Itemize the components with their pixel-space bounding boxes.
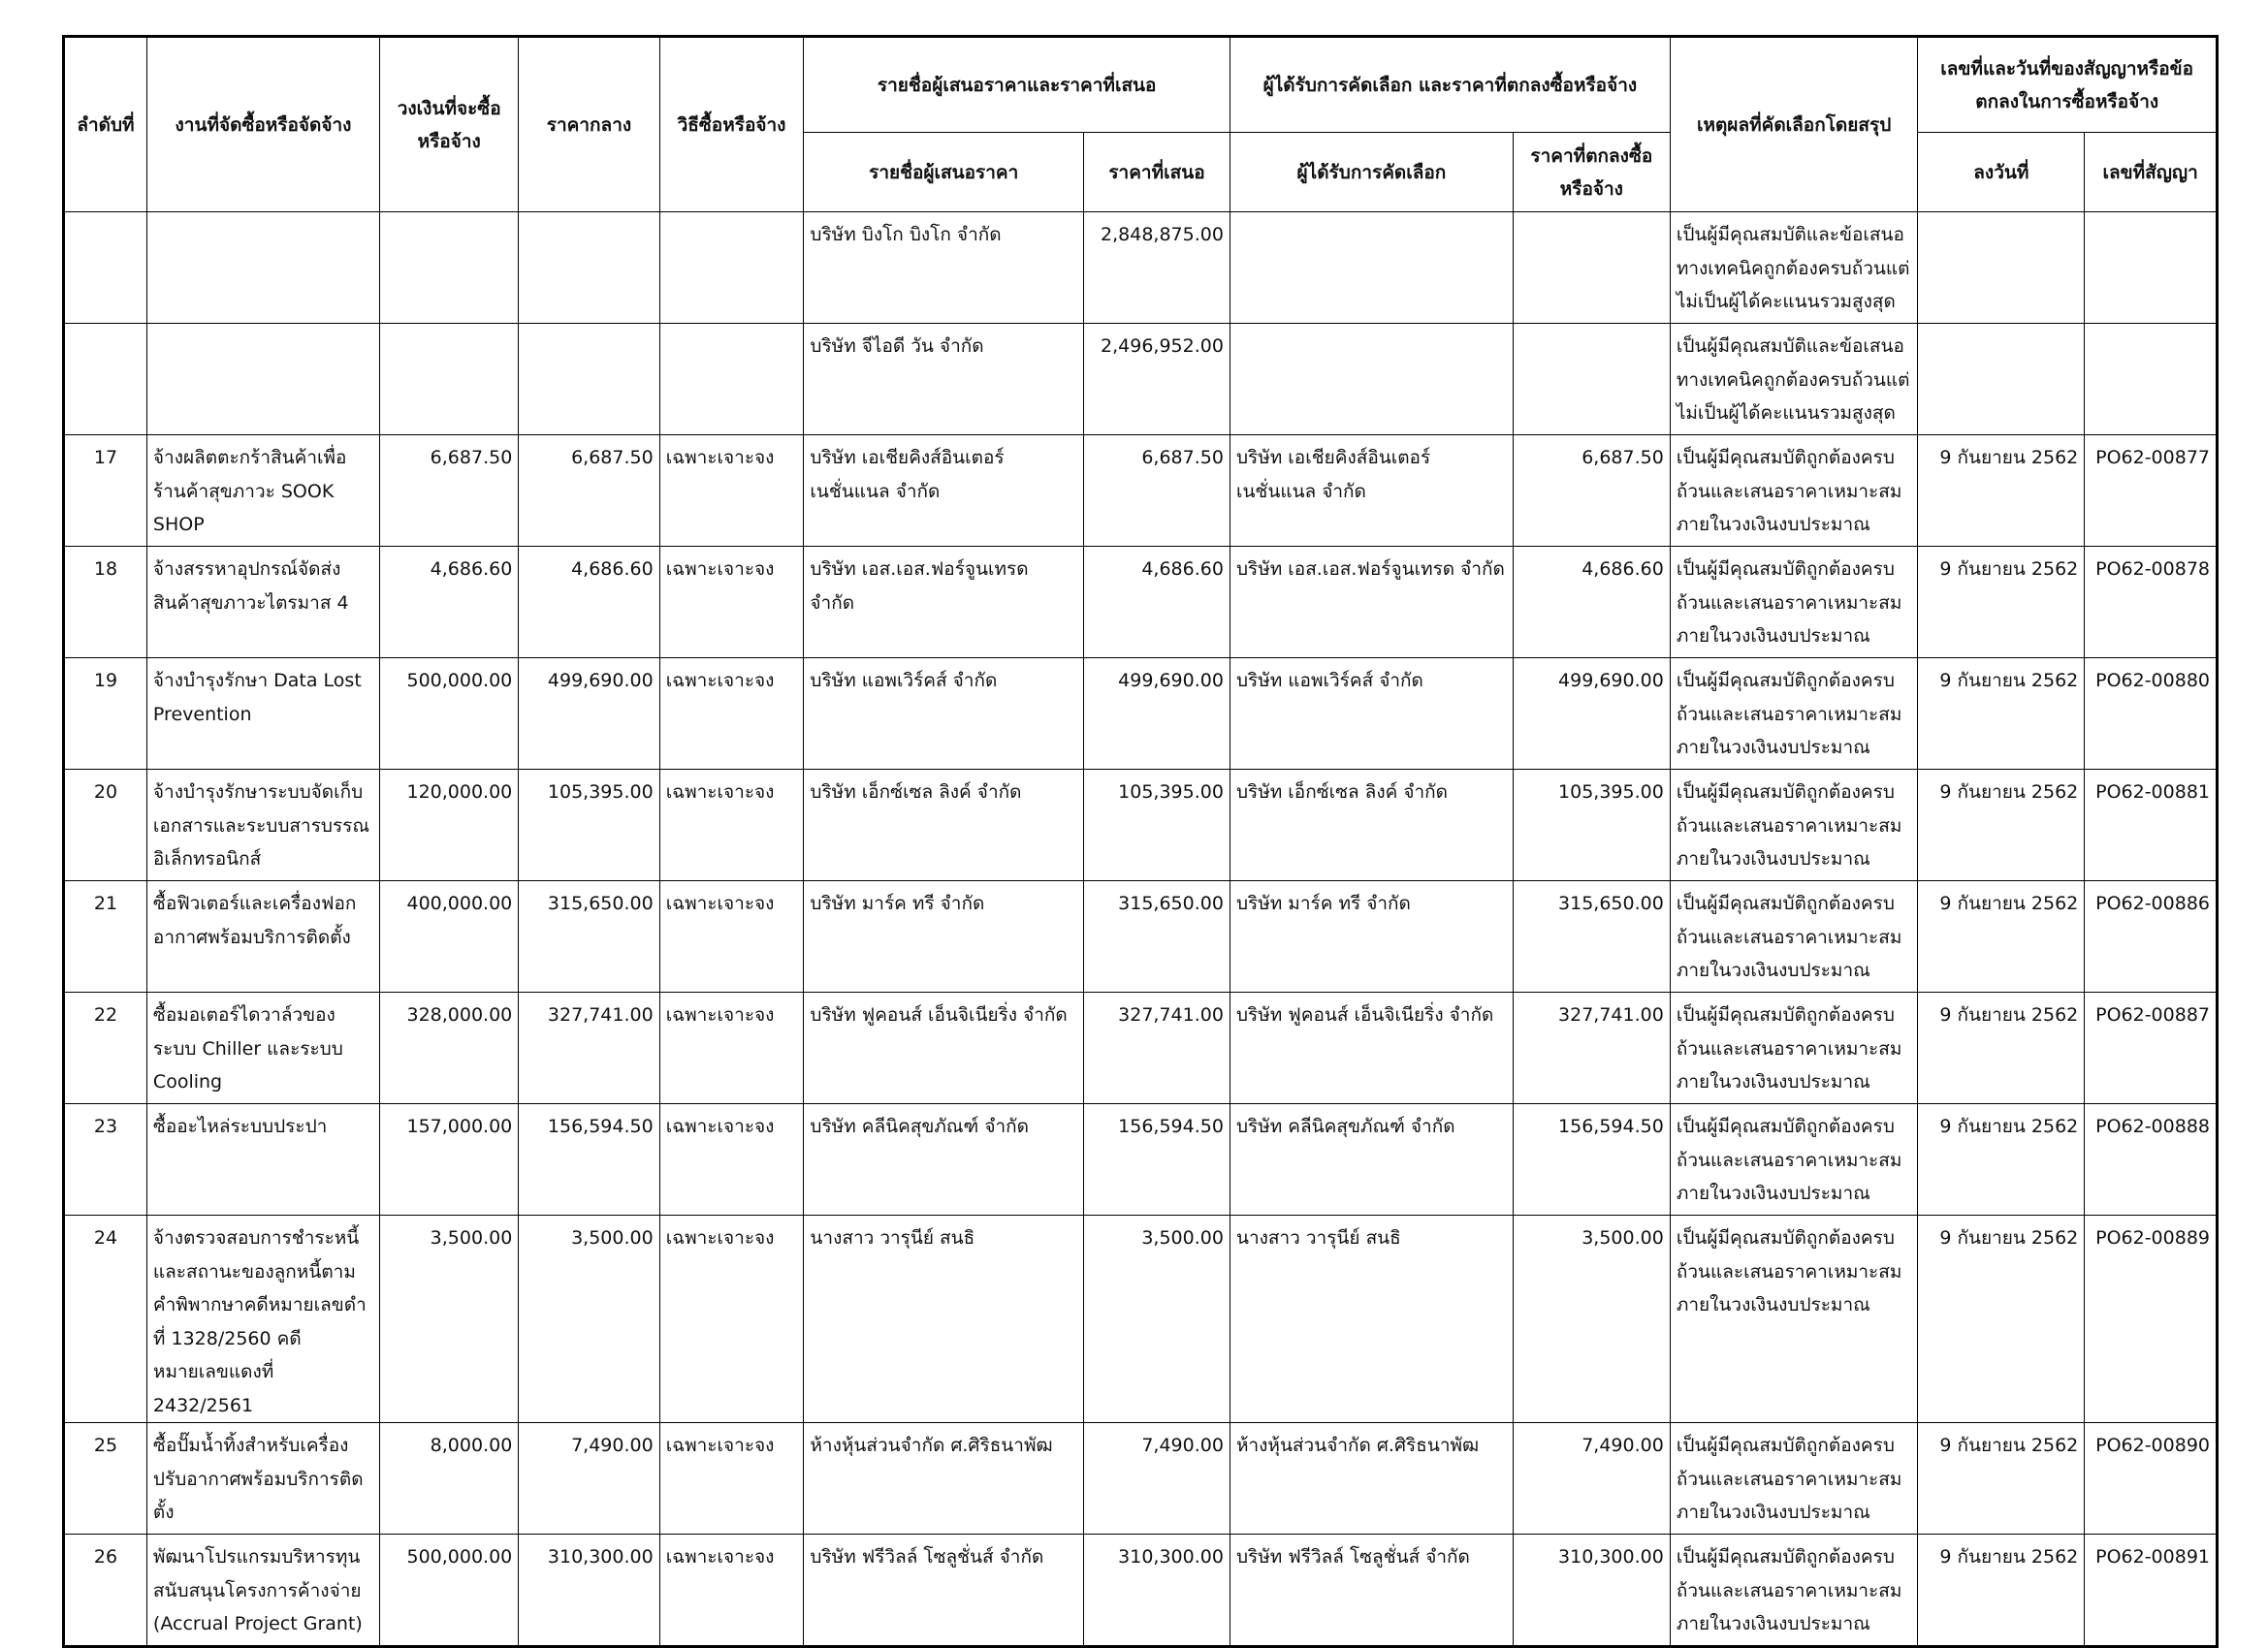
cell-work: จ้างสรรหาอุปกรณ์จัดส่งสินค้าสุขภาวะไตรมาส 4 (146, 547, 379, 658)
cell-bid: 3,500.00 (1084, 1216, 1230, 1423)
cell-budget: 500,000.00 (380, 1535, 519, 1647)
cell-no: 19 (64, 658, 147, 770)
cell-date: 9 กันยายน 2562 (1918, 993, 2085, 1104)
cell-bidder: ห้างหุ้นส่วนจำกัด ศ.ศิริธนาพัฒ (804, 1423, 1084, 1535)
cell-selected: บริษัท เอเชียคิงส์อินเตอร์เนชั่นแนล จำกัด (1230, 435, 1513, 547)
cell-date: 9 กันยายน 2562 (1918, 1216, 2085, 1423)
cell-bidder: บริษัท แอพเวิร์คส์ จำกัด (804, 658, 1084, 770)
cell-contract: PO62-00881 (2085, 770, 2218, 881)
cell-no: 17 (64, 435, 147, 547)
cell-bid: 6,687.50 (1084, 435, 1230, 547)
cell-work: จ้างผลิตตะกร้าสินค้าเพื่อร้านค้าสุขภาวะ SOOK SHOP (146, 435, 379, 547)
cell-bidder: บริษัท คลีนิคสุขภัณฑ์ จำกัด (804, 1104, 1084, 1216)
cell-bidder: บริษัท มาร์ค ทรี จำกัด (804, 881, 1084, 993)
table-row (64, 881, 2218, 993)
cell-agreed: 7,490.00 (1513, 1423, 1670, 1535)
cell-bid: 7,490.00 (1084, 1423, 1230, 1535)
cell-selected: บริษัท ฟรีวิลล์ โซลูชั่นส์ จำกัด (1230, 1535, 1513, 1647)
cell-no (64, 212, 147, 324)
cell-median: 3,500.00 (519, 1216, 659, 1423)
cell-method: เฉพาะเจาะจง (659, 1216, 804, 1423)
table-row (64, 770, 2218, 881)
cell-reason: เป็นผู้มีคุณสมบัติถูกต้องครบถ้วนและเสนอราคาเหมาะสมภายในวงเงินงบประมาณ (1670, 1423, 1918, 1535)
cell-contract: PO62-00887 (2085, 993, 2218, 1104)
table-row (64, 658, 2218, 770)
cell-bid: 327,741.00 (1084, 993, 1230, 1104)
cell-selected: บริษัท เอส.เอส.ฟอร์จูนเทรด จำกัด (1230, 547, 1513, 658)
cell-agreed: 327,741.00 (1513, 993, 1670, 1104)
table-row (64, 324, 2218, 435)
cell-budget: 400,000.00 (380, 881, 519, 993)
cell-no: 26 (64, 1535, 147, 1647)
cell-reason: เป็นผู้มีคุณสมบัติถูกต้องครบถ้วนและเสนอราคาเหมาะสมภายในวงเงินงบประมาณ (1670, 881, 1918, 993)
cell-agreed: 156,594.50 (1513, 1104, 1670, 1216)
cell-method: เฉพาะเจาะจง (659, 435, 804, 547)
cell-agreed: 105,395.00 (1513, 770, 1670, 881)
cell-reason: เป็นผู้มีคุณสมบัติถูกต้องครบถ้วนและเสนอราคาเหมาะสมภายในวงเงินงบประมาณ (1670, 770, 1918, 881)
cell-method (659, 212, 804, 324)
cell-bid: 156,594.50 (1084, 1104, 1230, 1216)
cell-date: 9 กันยายน 2562 (1918, 658, 2085, 770)
cell-selected: บริษัท แอพเวิร์คส์ จำกัด (1230, 658, 1513, 770)
cell-bidder: บริษัท เอ็กซ์เซล ลิงค์ จำกัด (804, 770, 1084, 881)
cell-contract: PO62-00890 (2085, 1423, 2218, 1535)
cell-method: เฉพาะเจาะจง (659, 658, 804, 770)
cell-selected: บริษัท คลีนิคสุขภัณฑ์ จำกัด (1230, 1104, 1513, 1216)
cell-date: 9 กันยายน 2562 (1918, 1423, 2085, 1535)
cell-contract (2085, 212, 2218, 324)
cell-bid: 310,300.00 (1084, 1535, 1230, 1647)
cell-reason: เป็นผู้มีคุณสมบัติถูกต้องครบถ้วนและเสนอราคาเหมาะสมภายในวงเงินงบประมาณ (1670, 658, 1918, 770)
cell-budget: 328,000.00 (380, 993, 519, 1104)
header-contract-no: เลขที่สัญญา (2085, 133, 2218, 212)
cell-median: 4,686.60 (519, 547, 659, 658)
cell-agreed (1513, 212, 1670, 324)
cell-bidder: บริษัท ฟรีวิลล์ โซลูชั่นส์ จำกัด (804, 1535, 1084, 1647)
table-row (64, 435, 2218, 547)
cell-date: 9 กันยายน 2562 (1918, 1104, 2085, 1216)
cell-bid: 105,395.00 (1084, 770, 1230, 881)
cell-median: 6,687.50 (519, 435, 659, 547)
cell-contract: PO62-00878 (2085, 547, 2218, 658)
cell-date: 9 กันยายน 2562 (1918, 881, 2085, 993)
cell-contract: PO62-00891 (2085, 1535, 2218, 1647)
cell-method (659, 324, 804, 435)
cell-median: 310,300.00 (519, 1535, 659, 1647)
cell-work: ซื้อมอเตอร์ไดวาล์วของระบบ Chiller และระบบ Cooling (146, 993, 379, 1104)
cell-date: 9 กันยายน 2562 (1918, 770, 2085, 881)
cell-work: จ้างบำรุงรักษาระบบจัดเก็บเอกสารและระบบสารบรรณอิเล็กทรอนิกส์ (146, 770, 379, 881)
cell-date (1918, 324, 2085, 435)
cell-contract: PO62-00877 (2085, 435, 2218, 547)
cell-method: เฉพาะเจาะจง (659, 770, 804, 881)
header-budget: วงเงินที่จะซื้อหรือจ้าง (380, 37, 519, 212)
cell-no: 20 (64, 770, 147, 881)
table-row (64, 1423, 2218, 1535)
cell-bid: 4,686.60 (1084, 547, 1230, 658)
cell-work: ซื้ออะไหล่ระบบประปา (146, 1104, 379, 1216)
cell-contract: PO62-00889 (2085, 1216, 2218, 1423)
header-agreed-price: ราคาที่ตกลงซื้อหรือจ้าง (1513, 133, 1670, 212)
cell-no: 23 (64, 1104, 147, 1216)
cell-no: 24 (64, 1216, 147, 1423)
cell-selected: ห้างหุ้นส่วนจำกัด ศ.ศิริธนาพัฒ (1230, 1423, 1513, 1535)
cell-contract: PO62-00888 (2085, 1104, 2218, 1216)
cell-work (146, 212, 379, 324)
cell-no: 25 (64, 1423, 147, 1535)
header-median-price: ราคากลาง (519, 37, 659, 212)
header-contract-group: เลขที่และวันที่ของสัญญาหรือข้อตกลงในการซื้อหรือจ้าง (1918, 37, 2218, 133)
cell-method: เฉพาะเจาะจง (659, 1104, 804, 1216)
cell-contract: PO62-00886 (2085, 881, 2218, 993)
cell-contract: PO62-00880 (2085, 658, 2218, 770)
cell-selected (1230, 324, 1513, 435)
table-row (64, 212, 2218, 324)
table-row (64, 1104, 2218, 1216)
cell-reason: เป็นผู้มีคุณสมบัติถูกต้องครบถ้วนและเสนอราคาเหมาะสมภายในวงเงินงบประมาณ (1670, 547, 1918, 658)
cell-no (64, 324, 147, 435)
cell-reason: เป็นผู้มีคุณสมบัติและข้อเสนอทางเทคนิคถูกต้องครบถ้วนแต่ไม่เป็นผู้ได้คะแนนรวมสูงสุด (1670, 212, 1918, 324)
cell-selected (1230, 212, 1513, 324)
cell-bid: 2,848,875.00 (1084, 212, 1230, 324)
procurement-table (62, 35, 2219, 1648)
cell-method: เฉพาะเจาะจง (659, 547, 804, 658)
cell-bidder: บริษัท จีไอดี วัน จำกัด (804, 324, 1084, 435)
cell-work: ซื้อฟิวเตอร์และเครื่องฟอกอากาศพร้อมบริการติดตั้ง (146, 881, 379, 993)
header-selected-group: ผู้ได้รับการคัดเลือก และราคาที่ตกลงซื้อหรือจ้าง (1230, 37, 1670, 133)
table-row (64, 547, 2218, 658)
cell-method: เฉพาะเจาะจง (659, 993, 804, 1104)
cell-work: จ้างบำรุงรักษา Data Lost Prevention (146, 658, 379, 770)
header-work: งานที่จัดซื้อหรือจัดจ้าง (146, 37, 379, 212)
cell-bidder: บริษัท ฟูคอนส์ เอ็นจิเนียริ่ง จำกัด (804, 993, 1084, 1104)
cell-bid: 315,650.00 (1084, 881, 1230, 993)
header-bidders-group: รายชื่อผู้เสนอราคาและราคาที่เสนอ (804, 37, 1230, 133)
cell-median: 7,490.00 (519, 1423, 659, 1535)
cell-reason: เป็นผู้มีคุณสมบัติถูกต้องครบถ้วนและเสนอราคาเหมาะสมภายในวงเงินงบประมาณ (1670, 1535, 1918, 1647)
cell-work (146, 324, 379, 435)
cell-budget (380, 212, 519, 324)
header-bidder-name: รายชื่อผู้เสนอราคา (804, 133, 1084, 212)
cell-reason: เป็นผู้มีคุณสมบัติถูกต้องครบถ้วนและเสนอราคาเหมาะสมภายในวงเงินงบประมาณ (1670, 1104, 1918, 1216)
cell-selected: บริษัท เอ็กซ์เซล ลิงค์ จำกัด (1230, 770, 1513, 881)
cell-selected: บริษัท มาร์ค ทรี จำกัด (1230, 881, 1513, 993)
cell-method: เฉพาะเจาะจง (659, 1535, 804, 1647)
header-date: ลงวันที่ (1918, 133, 2085, 212)
cell-reason: เป็นผู้มีคุณสมบัติถูกต้องครบถ้วนและเสนอราคาเหมาะสมภายในวงเงินงบประมาณ (1670, 1216, 1918, 1423)
cell-budget: 500,000.00 (380, 658, 519, 770)
procurement-report-page (62, 35, 2219, 1648)
cell-median (519, 324, 659, 435)
cell-agreed: 6,687.50 (1513, 435, 1670, 547)
cell-budget (380, 324, 519, 435)
cell-selected: นางสาว วารุนีย์ สนธิ (1230, 1216, 1513, 1423)
cell-bidder: บริษัท เอเชียคิงส์อินเตอร์เนชั่นแนล จำกัด (804, 435, 1084, 547)
cell-median: 327,741.00 (519, 993, 659, 1104)
cell-method: เฉพาะเจาะจง (659, 1423, 804, 1535)
cell-date: 9 กันยายน 2562 (1918, 547, 2085, 658)
cell-agreed: 499,690.00 (1513, 658, 1670, 770)
cell-budget: 8,000.00 (380, 1423, 519, 1535)
cell-budget: 120,000.00 (380, 770, 519, 881)
cell-budget: 157,000.00 (380, 1104, 519, 1216)
header-reason: เหตุผลที่คัดเลือกโดยสรุป (1670, 37, 1918, 212)
cell-work: พัฒนาโปรแกรมบริหารทุนสนับสนุนโครงการค้างจ่าย (Accrual Project Grant) (146, 1535, 379, 1647)
cell-bidder: บริษัท เอส.เอส.ฟอร์จูนเทรด จำกัด (804, 547, 1084, 658)
cell-budget: 4,686.60 (380, 547, 519, 658)
cell-bid: 499,690.00 (1084, 658, 1230, 770)
cell-no: 21 (64, 881, 147, 993)
cell-agreed (1513, 324, 1670, 435)
cell-reason: เป็นผู้มีคุณสมบัติถูกต้องครบถ้วนและเสนอราคาเหมาะสมภายในวงเงินงบประมาณ (1670, 435, 1918, 547)
header-bid-price: ราคาที่เสนอ (1084, 133, 1230, 212)
cell-budget: 3,500.00 (380, 1216, 519, 1423)
cell-agreed: 3,500.00 (1513, 1216, 1670, 1423)
cell-no: 18 (64, 547, 147, 658)
cell-reason: เป็นผู้มีคุณสมบัติและข้อเสนอทางเทคนิคถูกต้องครบถ้วนแต่ไม่เป็นผู้ได้คะแนนรวมสูงสุด (1670, 324, 1918, 435)
cell-median: 156,594.50 (519, 1104, 659, 1216)
cell-median: 105,395.00 (519, 770, 659, 881)
cell-date: 9 กันยายน 2562 (1918, 435, 2085, 547)
cell-date: 9 กันยายน 2562 (1918, 1535, 2085, 1647)
cell-agreed: 310,300.00 (1513, 1535, 1670, 1647)
cell-bidder: นางสาว วารุนีย์ สนธิ (804, 1216, 1084, 1423)
cell-agreed: 315,650.00 (1513, 881, 1670, 993)
cell-work: ซื้อปั๊มน้ำทิ้งสำหรับเครื่องปรับอากาศพร้อมบริการติดตั้ง (146, 1423, 379, 1535)
cell-work: จ้างตรวจสอบการชำระหนี้และสถานะของลูกหนี้ตามคำพิพากษาคดีหมายเลขดำที่ 1328/2560 คดีหมายเลขแดงที่ 2432/2561 (146, 1216, 379, 1423)
header-selected-name: ผู้ได้รับการคัดเลือก (1230, 133, 1513, 212)
cell-agreed: 4,686.60 (1513, 547, 1670, 658)
cell-median: 499,690.00 (519, 658, 659, 770)
header-no: ลำดับที่ (64, 37, 147, 212)
cell-no: 22 (64, 993, 147, 1104)
table-row (64, 1216, 2218, 1423)
cell-reason: เป็นผู้มีคุณสมบัติถูกต้องครบถ้วนและเสนอราคาเหมาะสมภายในวงเงินงบประมาณ (1670, 993, 1918, 1104)
cell-budget: 6,687.50 (380, 435, 519, 547)
cell-bidder: บริษัท บิงโก บิงโก จำกัด (804, 212, 1084, 324)
cell-method: เฉพาะเจาะจง (659, 881, 804, 993)
table-row (64, 993, 2218, 1104)
cell-bid: 2,496,952.00 (1084, 324, 1230, 435)
cell-median: 315,650.00 (519, 881, 659, 993)
cell-median (519, 212, 659, 324)
cell-date (1918, 212, 2085, 324)
cell-contract (2085, 324, 2218, 435)
table-row (64, 1535, 2218, 1647)
cell-selected: บริษัท ฟูคอนส์ เอ็นจิเนียริ่ง จำกัด (1230, 993, 1513, 1104)
header-method: วิธีซื้อหรือจ้าง (659, 37, 804, 212)
